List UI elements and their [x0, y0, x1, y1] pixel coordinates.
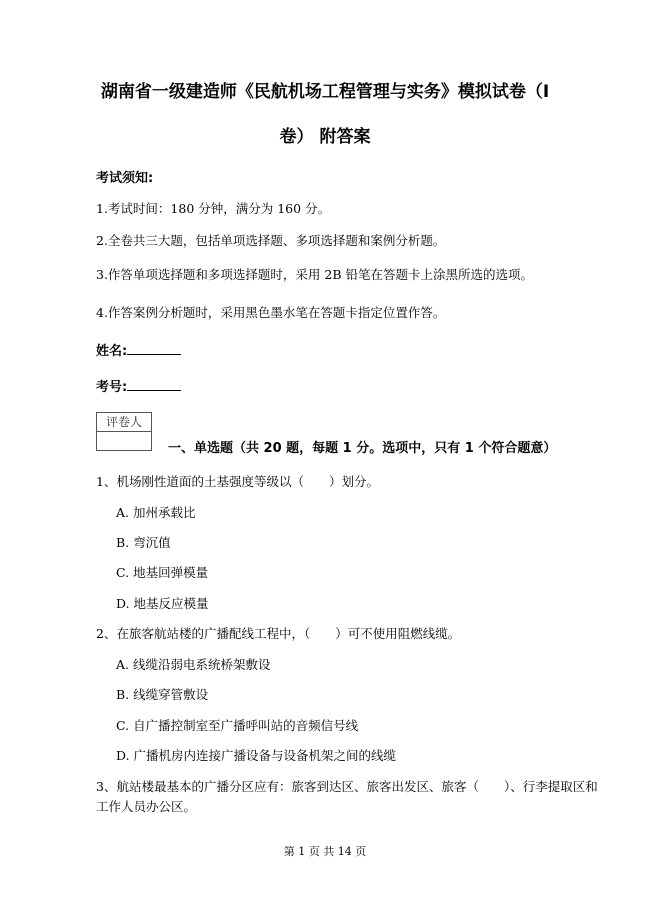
name-blank — [127, 342, 181, 355]
question-option: C. 自广播控制室至广播呼叫站的音频信号线 — [116, 718, 359, 733]
exam-number-label: 考号: — [96, 380, 128, 395]
notice-item: 4.作答案例分析题时，采用黑色墨水笔在答题卡指定位置作答。 — [96, 305, 446, 320]
question-option: B. 线缆穿管敷设 — [116, 687, 209, 702]
question-option: A. 线缆沿弱电系统桥架敷设 — [116, 657, 271, 672]
page-footer: 第 1 页 共 14 页 — [283, 845, 367, 858]
question-stem-continued: 工作人员办公区。 — [96, 799, 197, 814]
question-option: C. 地基回弹模量 — [116, 565, 209, 580]
question-stem: 2、在旅客航站楼的广播配线工程中，（ ）可不使用阻燃线缆。 — [96, 626, 461, 641]
question-stem: 1、机场刚性道面的土基强度等级以（ ）划分。 — [96, 474, 379, 489]
exam-number-field — [96, 376, 181, 395]
document-title-line2: 卷） 附答案 — [279, 127, 371, 147]
question-option: D. 地基反应模量 — [116, 596, 209, 611]
exam-number-blank — [127, 378, 181, 391]
grader-box — [96, 412, 152, 451]
section-heading: 一、单选题（共 20 题，每题 1 分。选项中，只有 1 个符合题意） — [168, 441, 557, 456]
question-stem: 3、航站楼最基本的广播分区应有：旅客到达区、旅客出发区、旅客（ ）、行李提取区和 — [96, 779, 598, 794]
notice-heading: 考试须知: — [96, 171, 154, 186]
document-title-line1: 湖南省一级建造师《民航机场工程管理与实务》模拟试卷（I — [100, 82, 550, 102]
name-label: 姓名: — [96, 344, 128, 359]
notice-item: 1.考试时间：180 分钟，满分为 160 分。 — [96, 201, 331, 216]
question-option: A. 加州承载比 — [116, 505, 196, 520]
name-field — [96, 340, 181, 359]
question-option: D. 广播机房内连接广播设备与设备机架之间的线缆 — [116, 748, 397, 763]
notice-item: 2.全卷共三大题，包括单项选择题、多项选择题和案例分析题。 — [96, 233, 446, 248]
question-option: B. 弯沉值 — [116, 535, 171, 550]
grader-label: 评卷人 — [97, 413, 151, 432]
notice-item: 3.作答单项选择题和多项选择题时，采用 2B 铅笔在答题卡上涂黑所选的选项。 — [96, 267, 534, 282]
